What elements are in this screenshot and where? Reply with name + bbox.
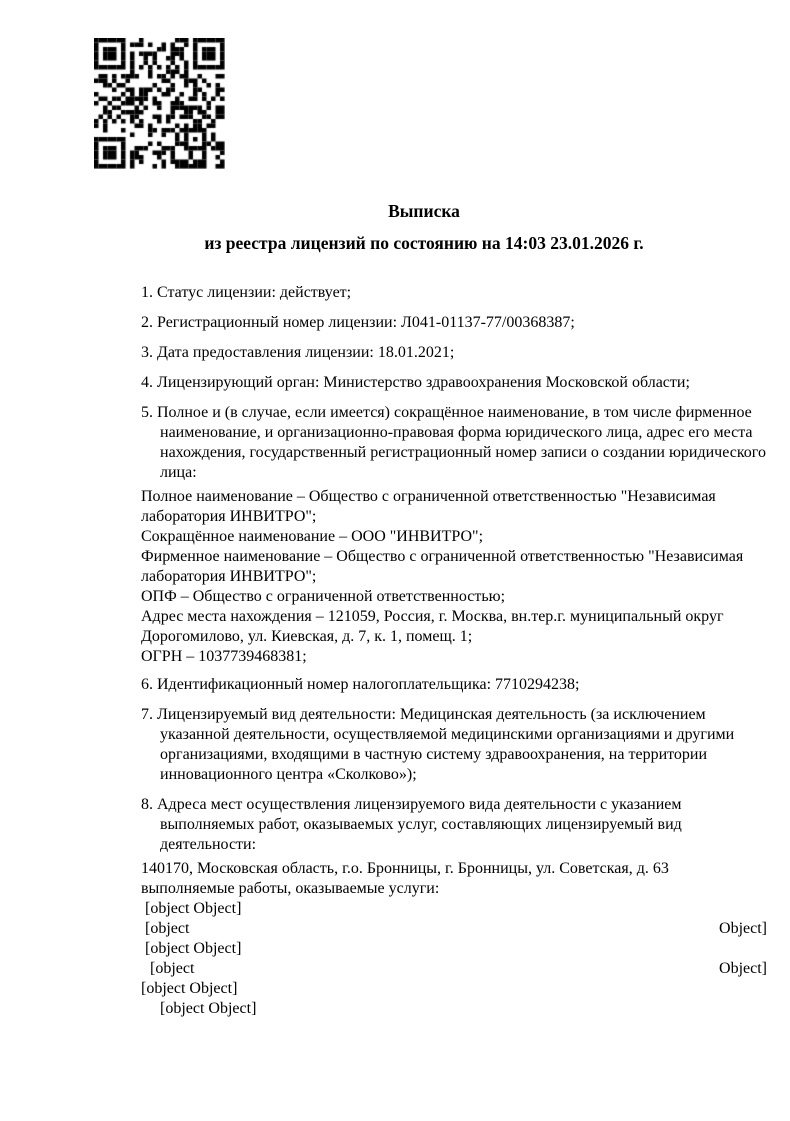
organization-details	[141, 487, 767, 667]
document-header	[141, 200, 707, 254]
numbered-item	[141, 403, 767, 483]
document-title: Выписка	[388, 201, 460, 221]
activity-address	[141, 859, 767, 899]
item-number: 3.	[141, 344, 153, 361]
numbered-item	[141, 343, 767, 363]
numbered-item	[141, 283, 767, 303]
item-number: 1.	[141, 284, 153, 301]
works-services-line: [object Object]	[145, 940, 242, 957]
document-body	[141, 283, 767, 1019]
numbered-item	[141, 675, 767, 695]
works-services-line: [object Object]	[160, 1000, 257, 1017]
activity-address-line: выполняемые работы, оказываемые услуги:	[141, 880, 440, 897]
works-services-line: [object Object]	[141, 980, 238, 997]
item-text: Лицензирующий орган: Министерство здравоохранения Московской области;	[157, 374, 690, 391]
item-text: Дата предоставления лицензии: 18.01.2021;	[157, 344, 455, 361]
item-number: 8.	[141, 796, 153, 813]
item-number: 7.	[141, 706, 153, 723]
numbered-item	[141, 373, 767, 393]
item-number: 5.	[141, 404, 153, 421]
item-text: Адреса мест осуществления лицензируемого вида деятельности с указанием выполняемых работ, оказываемых услуг, составляющих лицензируемый вид деятельности:	[157, 796, 682, 853]
organization-detail-line: ОГРН – 1037739468381;	[141, 648, 307, 665]
numbered-item	[141, 705, 767, 785]
item-number: 6.	[141, 676, 153, 693]
document-subtitle: из реестра лицензий по состоянию на 14:03 23.01.2026 г.	[204, 233, 644, 253]
qr-code	[94, 38, 225, 169]
item-text: Идентификационный номер налогоплательщика: 7710294238;	[157, 676, 580, 693]
item-text: Лицензируемый вид деятельности: Медицинская деятельность (за исключением указанной деятельности, осуществляемой медицинскими организациями и другими организациями, входящими в частную систему здравоохранения, на территории инновационного центра «Сколково»);	[157, 706, 735, 783]
organization-detail-line: ОПФ – Общество с ограниченной ответственностью;	[141, 588, 506, 605]
document-content	[141, 200, 767, 1019]
organization-detail-line: Сокращённое наименование – ООО "ИНВИТРО";	[141, 528, 484, 545]
item-text: Регистрационный номер лицензии: Л041-01137-77/00368387;	[157, 314, 575, 331]
works-services-line: [object Object]	[150, 960, 767, 977]
numbered-item	[141, 795, 767, 855]
item-text: Полное и (в случае, если имеется) сокращённое наименование, в том числе фирменное наименование, и организационно-правовая форма юридического лица, адрес его места нахождения, государственный регистрационный номер записи о создании юридического лица:	[157, 404, 766, 481]
organization-detail-line: Адрес места нахождения – 121059, Россия, г. Москва, вн.тер.г. муниципальный округ Дорогомилово, ул. Киевская, д. 7, к. 1, помещ. 1;	[141, 608, 724, 645]
works-services-line: [object Object]	[145, 920, 767, 937]
works-services-list	[141, 899, 767, 1019]
numbered-item	[141, 313, 767, 333]
activity-address-line: 140170, Московская область, г.о. Бронницы, г. Бронницы, ул. Советская, д. 63	[141, 860, 669, 877]
item-number: 4.	[141, 374, 153, 391]
item-number: 2.	[141, 314, 153, 331]
numbered-items-bottom	[141, 675, 767, 855]
organization-detail-line: Фирменное наименование – Общество с ограниченной ответственностью "Независимая лаборатория ИНВИТРО";	[141, 548, 744, 585]
organization-detail-line: Полное наименование – Общество с ограниченной ответственностью "Независимая лаборатория ИНВИТРО";	[141, 488, 716, 525]
item-text: Статус лицензии: действует;	[157, 284, 352, 301]
numbered-items-top	[141, 283, 767, 483]
works-services-line: [object Object]	[145, 900, 242, 917]
